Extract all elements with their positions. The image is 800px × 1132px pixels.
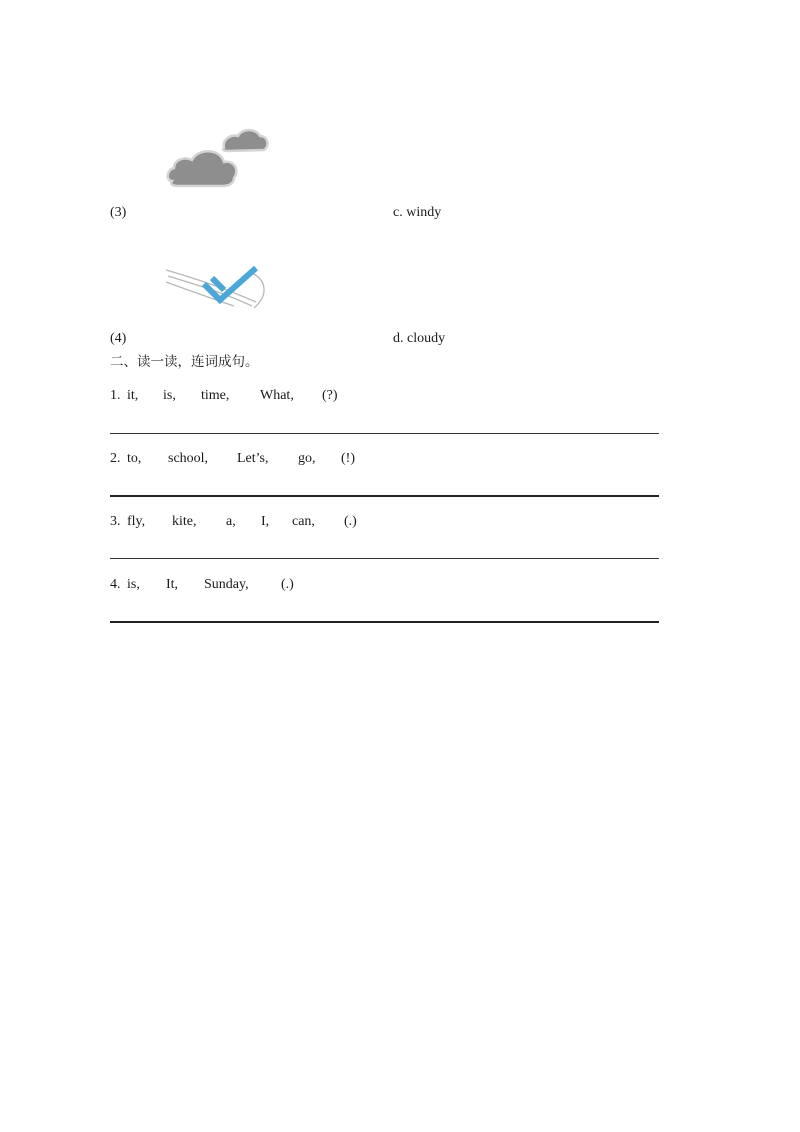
word: (.) — [344, 514, 357, 529]
question-1 — [110, 388, 510, 404]
section-heading: 二、读一读，连词成句。 — [110, 354, 259, 370]
answer-line[interactable] — [110, 433, 659, 434]
word: to, — [127, 451, 142, 466]
cloudy-icon — [164, 126, 274, 192]
question-3-number: (3) — [110, 205, 127, 220]
word: a, — [226, 514, 236, 529]
word: go, — [298, 451, 316, 466]
question-number: 1. — [110, 388, 121, 403]
option-c-windy: c. windy — [393, 205, 442, 220]
word: is, — [163, 388, 176, 403]
word: can, — [292, 514, 315, 529]
word: time, — [201, 388, 230, 403]
question-4 — [110, 577, 510, 593]
question-2 — [110, 451, 510, 467]
answer-line[interactable] — [110, 558, 659, 559]
word: kite, — [172, 514, 197, 529]
word: (?) — [322, 388, 338, 403]
word: fly, — [127, 514, 146, 529]
question-number: 4. — [110, 577, 121, 592]
word: school, — [168, 451, 209, 466]
answer-line[interactable] — [110, 621, 659, 623]
word: I, — [261, 514, 270, 529]
option-d-cloudy: d. cloudy — [393, 331, 446, 346]
question-4-number: (4) — [110, 331, 127, 346]
word: (!) — [341, 451, 355, 466]
answer-line[interactable] — [110, 495, 659, 497]
word: (.) — [281, 577, 294, 592]
wind-icon — [164, 262, 274, 312]
word: Sunday, — [204, 577, 249, 592]
word: What, — [260, 388, 294, 403]
question-number: 2. — [110, 451, 121, 466]
question-3 — [110, 514, 510, 530]
question-number: 3. — [110, 514, 121, 529]
word: Let’s, — [237, 451, 269, 466]
word: it, — [127, 388, 139, 403]
word: is, — [127, 577, 140, 592]
word: It, — [166, 577, 179, 592]
